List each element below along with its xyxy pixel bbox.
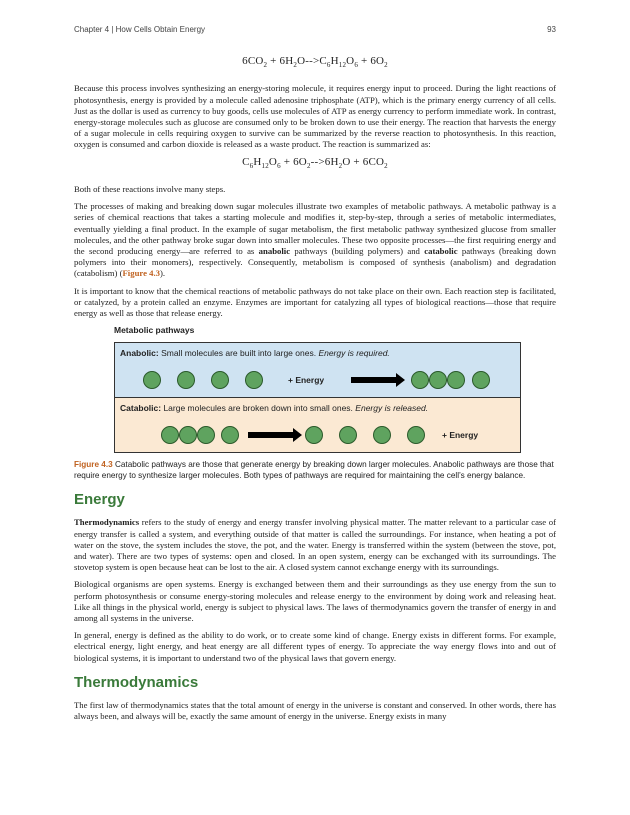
catabolic-arrow xyxy=(248,432,294,438)
page-header xyxy=(74,25,556,34)
anabolic-arrow xyxy=(351,377,397,383)
paragraph-energy-definition: In general, energy is defined as the ability to do work, or to create some kind of change. Energy exists in different forms. For example, electrical energy, light energy, and heat energy are all different types of energy. To appreciate the way energy flows into and out of biological systems, it is important to understand two of the physical laws that govern energy. xyxy=(74,630,556,663)
polymer-unit xyxy=(472,371,490,389)
polymer-unit xyxy=(447,371,465,389)
figure-caption: Figure 4.3 Catabolic pathways are those that generate energy by breaking down larger molecules. Anabolic pathways are those that require energy to synthesize larger molecules. Both types of pathways are required for maintaining the cell’s energy balance. xyxy=(74,460,554,481)
small-molecule xyxy=(305,426,323,444)
respiration-equation: $C_6H_{12}O_6 + 6O_2-->6H_2O + 6CO_2$ xyxy=(242,155,388,170)
figure-4-3-link[interactable]: Figure 4.3 xyxy=(122,268,160,279)
page-body xyxy=(74,56,556,728)
energy-input-label: + Energy xyxy=(288,375,325,386)
term-anabolic: anabolic xyxy=(258,246,291,257)
term-thermodynamics: Thermodynamics xyxy=(74,517,140,528)
photosynthesis-equation: $6CO_2 + 6H_2O-->C_6H_{12}O_6 + 6O_2$ xyxy=(242,55,388,70)
paragraph-thermodynamics-intro: Thermodynamics refers to the study of energy and energy transfer involving physical matter. The matter relevant to a particular case of energy transfer is called a system, and everything outside of that matter is called the surroundings. For instance, when heating a pot of water on the stove, the system includes the stove, the pot, and the water. Energy is transferred within the system (between the stove, pot, and water). There are two types of systems: open and closed. In an open system, energy can be exchanged with its surroundings. The stovetop system is open because heat can be lost to the air. A closed system cannot exchange energy with its surroundings. xyxy=(74,517,556,573)
polymer-unit xyxy=(197,426,215,444)
small-molecule xyxy=(339,426,357,444)
paragraph-steps: Both of these reactions involve many steps. xyxy=(74,184,226,194)
energy-output-label: + Energy xyxy=(442,430,479,441)
polymer-unit xyxy=(179,426,197,444)
small-molecule xyxy=(177,371,195,389)
polymer-unit xyxy=(221,426,239,444)
paragraph-open-systems: Biological organisms are open systems. Energy is exchanged between them and their surroundings as they use energy from the sun to perform photosynthesis or consume energy-storing molecules and release energy to the environment by doing work and releasing heat. Like all things in the physical world, energy is subject to physical laws. The laws of thermodynamics govern the transfer of energy in and among all systems in the universe. xyxy=(74,579,556,624)
small-molecule xyxy=(373,426,391,444)
paragraph-metabolic-pathways: The processes of making and breaking down sugar molecules illustrate two examples of metabolic pathways. A metabolic pathway is a series of chemical reactions that takes a starting molecule and modifies it, step-by-step, through a series of metabolic intermediates, eventually yielding a final product. In the example of sugar metabolism, the first metabolic pathway synthesized glucose from smaller molecules, and the other pathway broke sugar down into smaller molecules. These two opposite processes—the first requiring energy and the second producing energy—are referred to as anabolic pathways (building polymers) and catabolic pathways (breaking down polymers into their monomers), respectively. Consequently, metabolism is composed of synthesis (anabolism) and degradation (catabolism) (Figure 4.3). xyxy=(74,201,557,279)
figure-label: Figure 4.3 xyxy=(74,460,113,470)
small-molecule xyxy=(407,426,425,444)
metabolic-pathways-figure xyxy=(114,342,521,453)
term-catabolic: catabolic xyxy=(424,246,458,257)
paragraph-enzymes: It is important to know that the chemical reactions of metabolic pathways do not take place on their own. Each reaction step is facilitated, or catalyzed, by a protein called an enzyme. Enzymes are important for catalyzing all types of biological reactions—those that require energy as well as those that release energy. xyxy=(74,285,556,319)
polymer-unit xyxy=(429,371,447,389)
small-molecule xyxy=(211,371,229,389)
page-number: 93 xyxy=(547,25,556,34)
paragraph-atp: Because this process involves synthesizing an energy-storing molecule, it requires energy input to proceed. During the light reactions of photosynthesis, energy is provided by a molecule called adenosine triphosphate (ATP), which is the primary energy currency of all cells. Just as the dollar is used as currency to buy goods, cells use molecules of ATP as energy currency to perform immediate work. In contrast, energy-storage molecules such as glucose are consumed only to be broken down to use their energy. The reaction that harvests the energy of a sugar molecule in cells requiring oxygen to survive can be summarized by the reverse reaction to photosynthesis. In this reaction, oxygen is consumed and carbon dioxide is released as a waste product. The reaction is summarized as: xyxy=(74,83,556,150)
anabolic-caption: Anabolic: Small molecules are built into large ones. Energy is required. xyxy=(120,348,390,359)
heading-thermodynamics: Thermodynamics xyxy=(74,673,199,691)
paragraph-first-law: The first law of thermodynamics states that the total amount of energy in the universe is constant and conserved. In other words, there has always been, and always will be, exactly the same amount of energy in the universe. Energy exists in many xyxy=(74,699,556,722)
chapter-title: Chapter 4 | How Cells Obtain Energy xyxy=(74,25,206,34)
small-molecule xyxy=(143,371,161,389)
polymer-unit xyxy=(411,371,429,389)
heading-energy: Energy xyxy=(74,491,125,509)
anabolic-panel xyxy=(115,343,520,398)
catabolic-panel xyxy=(115,398,520,452)
small-molecule xyxy=(245,371,263,389)
figure-title: Metabolic pathways xyxy=(114,325,195,336)
polymer-unit xyxy=(161,426,179,444)
catabolic-caption: Catabolic: Large molecules are broken down into small ones. Energy is released. xyxy=(120,403,429,414)
